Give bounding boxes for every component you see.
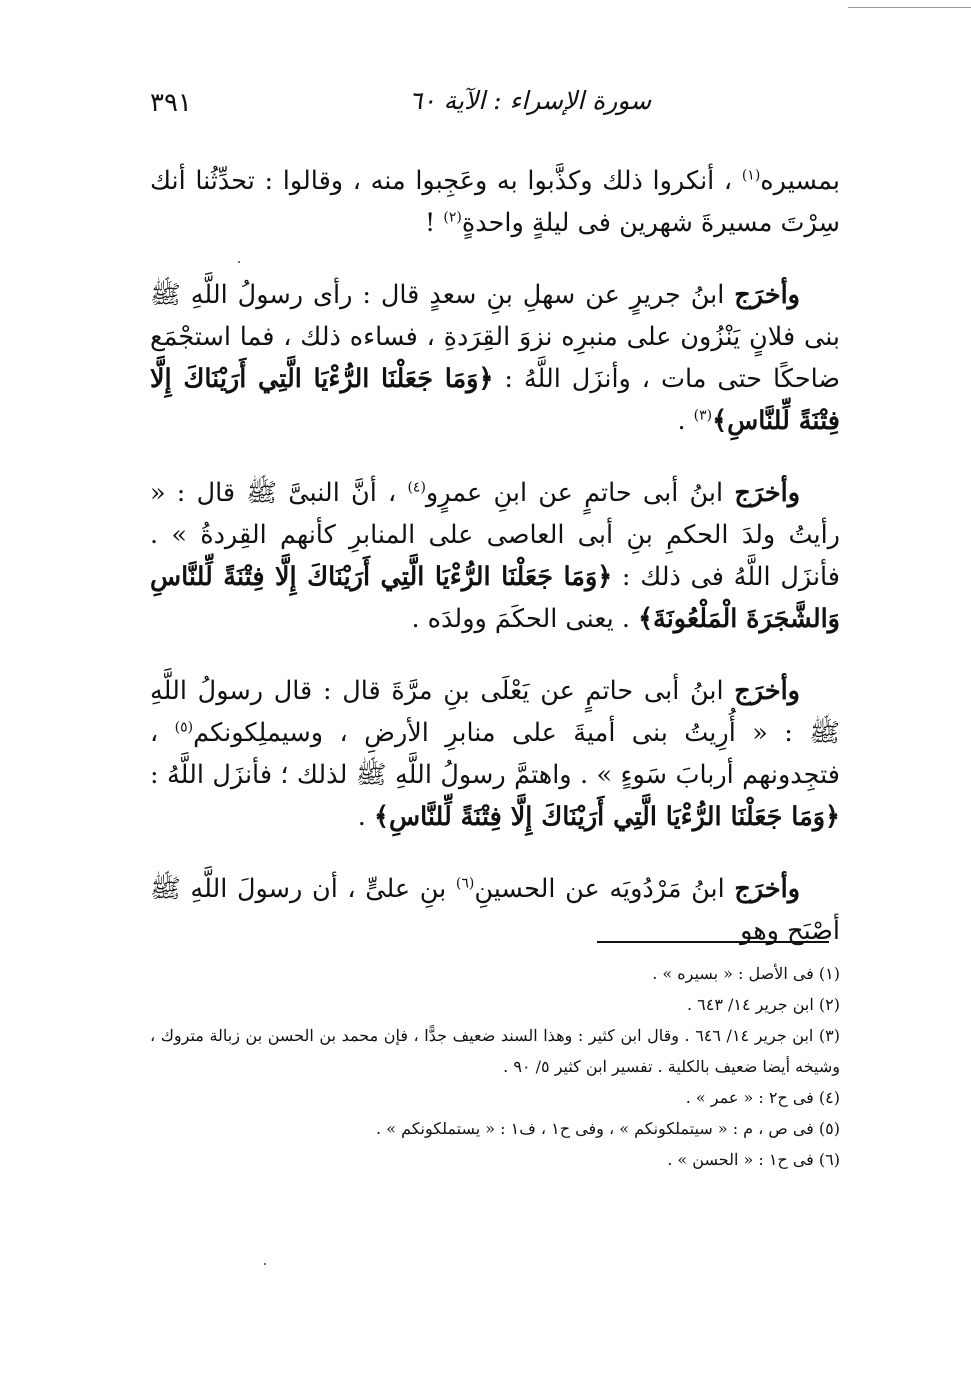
scan-speck: [264, 1263, 266, 1265]
paragraph-3: [150, 472, 840, 640]
paragraph-2: [150, 274, 840, 442]
page-header: [150, 84, 840, 124]
p4-lead-word: وأخرَج: [734, 676, 800, 706]
footnote-separator: [597, 941, 829, 943]
footnotes: [150, 958, 840, 1175]
footnote-5: (٥) فى ص ، م : « سيتملكونكم » ، وفى ح١ ، ف١ : « يستملكونكم » .: [376, 1119, 840, 1138]
footnote-ref-4: (٤): [407, 479, 426, 496]
footnote-ref-6: (٦): [455, 875, 475, 892]
footnote-3: (٣) ابن جرير ١٤/ ٦٤٦ . وقال ابن كثير : وهذا السند ضعيف جدًّا ، فإن محمد بن الحسن بن زبالة متروك ، وشيخه أيضا ضعيف بالكلية . تفسير ابن كثير ٥/ ٩٠ .: [150, 1026, 841, 1076]
footnote-4: (٤) فى ح٢ : « عمر » .: [685, 1088, 840, 1107]
p3-quran-quote: ﴿وَمَا جَعَلْنَا الرُّءْيَا الَّتِي أَرَيْنَاكَ إِلَّا فِتْنَةً لِّلنَّاسِ وَالشَّجَرَةَ الْمَلْعُونَةَ﴾: [150, 562, 840, 634]
footnote-1: (١) فى الأصل : « بسيره » .: [652, 964, 840, 983]
p2-quran-quote: ﴿وَمَا جَعَلْنَا الرُّءْيَا الَّتِي أَرَيْنَاكَ إِلَّا فِتْنَةً لِّلنَّاسِ﴾: [150, 364, 840, 436]
paragraph-5: [150, 868, 840, 952]
p1-text-c: !: [425, 208, 444, 238]
top-edge-rule: [848, 7, 971, 8]
page-number: ٣٩١: [150, 88, 192, 118]
p5-text-b: بنِ علىٍّ ، أن رسولَ اللَّهِ ﷺ أصْبَح وهو: [150, 874, 840, 946]
p5-text-a: ابنُ مَرْدُويَه عن الحسينِ: [474, 874, 735, 904]
footnote-ref-2: (٢): [443, 209, 462, 226]
main-text: [150, 160, 840, 982]
paragraph-4: [150, 670, 840, 838]
running-title: سورة الإسراء : الآية ٦٠: [408, 86, 652, 115]
p1-text-b: ، أنكروا ذلك وكذَّبوا به وعَجِبوا منه ، وقالوا : تحدِّثُنا أنك سِرْتَ مسيرةَ شهرين فى ليلةٍ واحدةٍ: [150, 166, 840, 238]
p4-text-b: ، فتجِدونهم أربابَ سَوءٍ » . واهتمَّ رسولُ اللَّهِ ﷺ لذلك ؛ فأنزَل اللَّهُ :: [150, 718, 840, 790]
p4-text-a: ابنُ أبى حاتمٍ عن يَعْلَى بنِ مرَّةَ قال : قال رسولُ اللَّهِ ﷺ : « أُرِيتُ بنى أميةَ على منابرِ الأرضِ ، وسيملِكونكم: [150, 676, 840, 748]
p2-lead-word: وأخرَج: [734, 280, 800, 310]
p1-text-a: بمسيره: [760, 166, 840, 196]
p4-text-c: .: [357, 802, 374, 832]
p2-text-a: ابنُ جريرٍ عن سهلِ بنِ سعدٍ قال : رأى رسولُ اللَّهِ ﷺ بنى فلانٍ يَنْزُون على منبرِه نزوَ القِرَدةِ ، فساءه ذلك ، فما استجْمَع ضاحكًا حتى مات ، وأنزَل اللَّهُ :: [150, 280, 841, 394]
scan-speck: [238, 261, 240, 263]
p3-text-c: . يعنى الحكَمَ وولدَه .: [411, 604, 639, 634]
footnote-2: (٢) ابن جرير ١٤/ ٦٤٣ .: [686, 995, 840, 1014]
footnote-6: (٦) فى ح١ : « الحسن » .: [667, 1150, 840, 1169]
p3-lead-word: وأخرَج: [734, 478, 801, 508]
p5-lead-word: وأخرَج: [734, 874, 801, 904]
p2-text-b: .: [677, 406, 694, 436]
p3-text-b: ، أنَّ النبىَّ ﷺ قال : « رأيتُ ولدَ الحكمِ بنِ أبى العاصى على المنابرِ كأنهم القِردةُ » . فأنزَل اللَّهُ فى ذلك :: [150, 478, 840, 592]
p4-quran-quote: ﴿وَمَا جَعَلْنَا الرُّءْيَا الَّتِي أَرَيْنَاكَ إِلَّا فِتْنَةً لِّلنَّاسِ﴾: [374, 802, 840, 832]
p3-text-a: ابنُ أبى حاتمٍ عن ابنِ عمرٍو: [425, 478, 735, 508]
footnote-ref-3: (٣): [693, 407, 713, 424]
footnote-ref-1: (١): [741, 167, 761, 184]
paragraph-1: [150, 160, 840, 244]
footnote-ref-5: (٥): [174, 719, 194, 736]
